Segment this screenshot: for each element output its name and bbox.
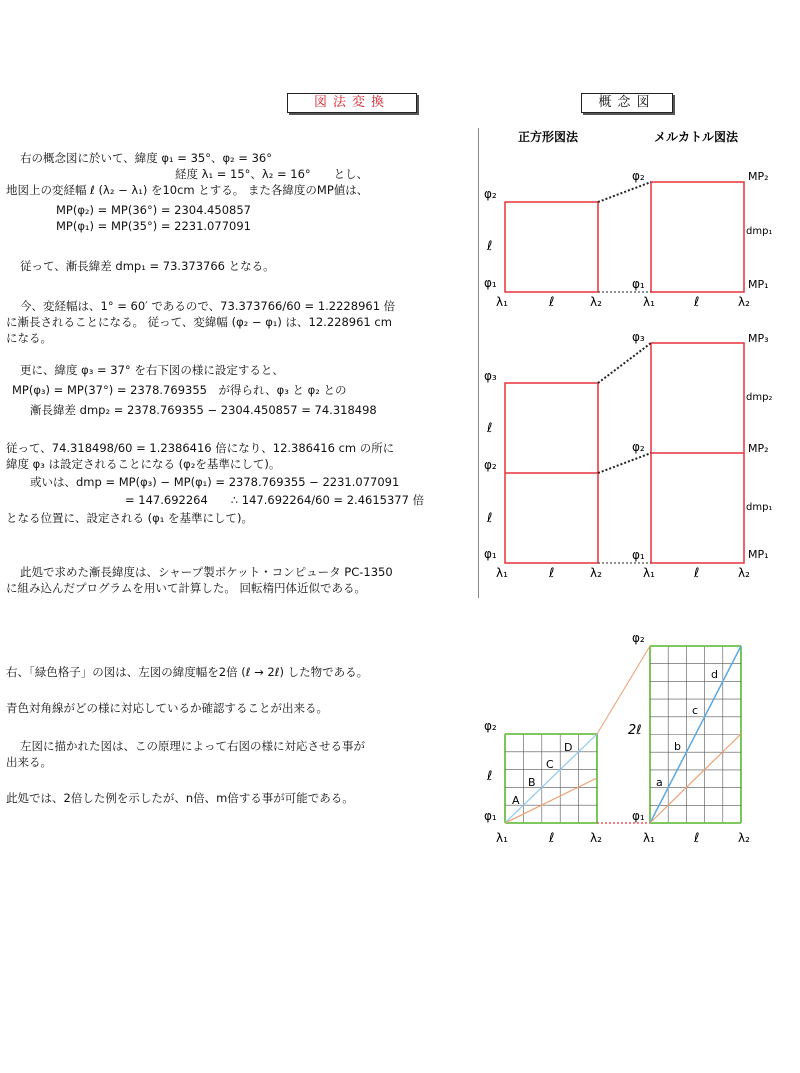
label-A: A bbox=[512, 794, 520, 807]
label-phi1: φ₁ bbox=[632, 548, 645, 562]
label-C: C bbox=[546, 758, 554, 771]
label-phi1: φ₁ bbox=[484, 276, 497, 290]
label-lam2: λ₂ bbox=[738, 295, 750, 309]
para4-line3: 漸長緯差 dmp₂ = 2378.769355 − 2304.450857 = 74.318498 bbox=[30, 403, 377, 417]
para8: 青色対角線がどの様に対応しているか確認することが出来る。 bbox=[6, 701, 328, 715]
para9-line1: 左図に描かれた図は、この原理によって右図の様に対応させる事が bbox=[20, 739, 365, 753]
label-ell: ℓ bbox=[549, 566, 555, 581]
label-phi2: φ₂ bbox=[632, 440, 645, 454]
para1-line3: 地図上の変経幅 ℓ (λ₂ − λ₁) を10cm とする。 また各緯度のMP値は、 bbox=[6, 183, 369, 197]
label-lam2: λ₂ bbox=[590, 566, 602, 580]
label-lam1: λ₁ bbox=[496, 566, 508, 580]
label-dmp1: dmp₁ bbox=[746, 502, 773, 513]
label-dmp2: dmp₂ bbox=[746, 392, 773, 403]
label-D: D bbox=[564, 741, 573, 754]
label-lam2: λ₂ bbox=[590, 831, 602, 845]
label-b: b bbox=[674, 740, 681, 753]
label-lam1: λ₁ bbox=[643, 831, 655, 845]
para5-line4: = 147.692264 ∴ 147.692264/60 = 2.4615377 倍 bbox=[125, 493, 425, 507]
label-B: B bbox=[528, 776, 536, 789]
label-dmp1: dmp₁ bbox=[746, 226, 773, 237]
label-phi2: φ₂ bbox=[484, 187, 497, 201]
label-ell: ℓ bbox=[694, 831, 700, 846]
para9-line2: 出来る。 bbox=[6, 755, 52, 769]
label-ell: ℓ bbox=[694, 295, 700, 310]
page-title: 図法変換 bbox=[287, 93, 417, 113]
label-ell: ℓ bbox=[487, 511, 493, 526]
para5-line2: 緯度 φ₃ は設定されることになる (φ₂を基準にして)。 bbox=[6, 457, 281, 471]
label-ell: ℓ bbox=[487, 239, 493, 254]
label-lam1: λ₁ bbox=[496, 295, 508, 309]
label-mp2: MP₂ bbox=[748, 170, 769, 183]
label-phi2: φ₂ bbox=[632, 169, 645, 183]
label-phi1: φ₁ bbox=[632, 809, 645, 823]
para2: 従って、漸長緯差 dmp₁ = 73.373766 となる。 bbox=[20, 259, 275, 273]
para5-line3: 或いは、dmp = MP(φ₃) − MP(φ₁) = 2378.769355 − 2231.077091 bbox=[30, 475, 400, 489]
para3-line1: 今、変経幅は、1° = 60′ であるので、73.373766/60 = 1.2228961 倍 bbox=[20, 299, 396, 313]
label-ell: ℓ bbox=[549, 295, 555, 310]
label-c: c bbox=[692, 704, 699, 717]
connector-mid bbox=[598, 453, 651, 473]
label-ell: ℓ bbox=[549, 831, 555, 846]
label-mp3: MP₃ bbox=[748, 332, 769, 345]
square-cell bbox=[505, 202, 598, 292]
para6-line1: 此処で求めた漸長緯度は、シャープ製ポケット・コンピュータ PC-1350 bbox=[20, 565, 393, 579]
connector-top bbox=[598, 343, 651, 383]
label-lam2: λ₂ bbox=[738, 831, 750, 845]
diagram-title: 概念図 bbox=[581, 93, 673, 113]
para1-line2: 経度 λ₁ = 15°、λ₂ = 16° とし、 bbox=[175, 167, 369, 181]
label-a: a bbox=[656, 776, 663, 789]
label-phi2: φ₂ bbox=[484, 458, 497, 472]
label-lam1: λ₁ bbox=[643, 566, 655, 580]
orange-diagonal-right bbox=[650, 734, 741, 823]
label-lam2: λ₂ bbox=[590, 295, 602, 309]
para7: 右、「緑色格子」の図は、左図の緯度幅を2倍 (ℓ → 2ℓ) した物である。 bbox=[6, 665, 369, 679]
header-square: 正方形図法 bbox=[518, 130, 579, 144]
para10: 此処では、2倍した例を示したが、n倍、m倍する事が可能である。 bbox=[6, 791, 354, 805]
diagram-1 bbox=[484, 169, 772, 310]
para1-line1: 右の概念図に於いて、緯度 φ₁ = 35°、φ₂ = 36° bbox=[20, 151, 272, 165]
mercator-cell bbox=[651, 182, 744, 292]
para6-line2: に組み込んだプログラムを用いて計算した。 回転楕円体近似である。 bbox=[6, 581, 367, 595]
label-lam1: λ₁ bbox=[496, 831, 508, 845]
label-phi3: φ₃ bbox=[484, 369, 497, 383]
label-lam2: λ₂ bbox=[738, 566, 750, 580]
header-mercator: メルカトル図法 bbox=[654, 130, 739, 144]
label-ell: ℓ bbox=[694, 566, 700, 581]
para1-line5: MP(φ₁) = MP(35°) = 2231.077091 bbox=[56, 219, 251, 233]
para1-line4: MP(φ₂) = MP(36°) = 2304.450857 bbox=[56, 203, 251, 217]
connector-top bbox=[598, 182, 651, 202]
diagram-3 bbox=[484, 631, 750, 846]
para3-line3: になる。 bbox=[6, 331, 52, 345]
para4-line1: 更に、緯度 φ₃ = 37° を右下図の様に設定すると、 bbox=[20, 363, 284, 377]
label-phi2: φ₂ bbox=[632, 631, 645, 645]
para3-line2: に漸長されることになる。 従って、変緯幅 (φ₂ − φ₁) は、12.228961 cm bbox=[6, 315, 392, 329]
label-ell: ℓ bbox=[487, 769, 493, 784]
label-lam1: λ₁ bbox=[643, 295, 655, 309]
orange-connector bbox=[597, 646, 650, 734]
label-phi1: φ₁ bbox=[484, 547, 497, 561]
label-mp1: MP₁ bbox=[748, 278, 769, 291]
blue-diagonal-left bbox=[505, 734, 597, 823]
label-mp2: MP₂ bbox=[748, 442, 769, 455]
label-d: d bbox=[711, 668, 718, 681]
diagram-2 bbox=[484, 330, 772, 581]
para4-line2: MP(φ₃) = MP(37°) = 2378.769355 が得られ、φ₃ と φ₂ との bbox=[12, 383, 347, 397]
label-phi1: φ₁ bbox=[632, 277, 645, 291]
label-ell: ℓ bbox=[487, 421, 493, 436]
label-phi1: φ₁ bbox=[484, 809, 497, 823]
para5-line5: となる位置に、設定される (φ₁ を基準にして)。 bbox=[6, 511, 253, 525]
para5-line1: 従って、74.318498/60 = 1.2386416 倍になり、12.386416 cm の所に bbox=[6, 441, 395, 455]
label-mp1: MP₁ bbox=[748, 548, 769, 561]
label-two-ell: 2ℓ bbox=[628, 723, 642, 738]
label-phi3: φ₃ bbox=[632, 330, 645, 344]
label-phi2: φ₂ bbox=[484, 719, 497, 733]
